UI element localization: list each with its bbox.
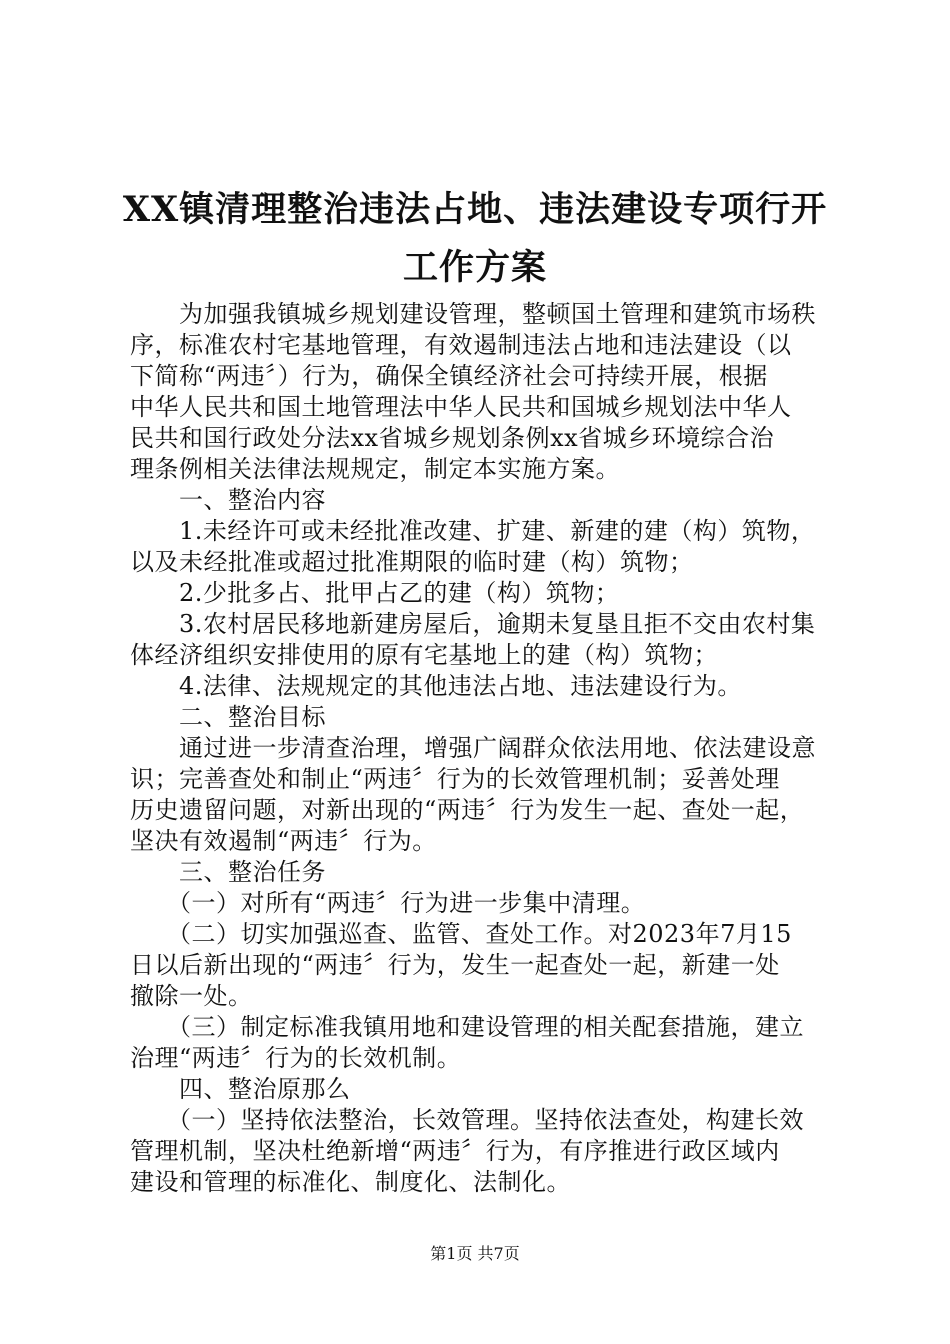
body-line: 3.农村居民移地新建房屋后，逾期未复垦且拒不交由农村集 — [130, 610, 816, 638]
body-line: 下简称“两违〞）行为，确保全镇经济社会可持续开展，根据 — [130, 362, 768, 390]
body-line: 治理“两违〞行为的长效机制。 — [130, 1044, 462, 1072]
body-line: 识；完善查处和制止“两违〞行为的长效管理机制；妥善处理 — [130, 765, 780, 793]
body-line: 理条例相关法律法规规定，制定本实施方案。 — [130, 455, 620, 483]
body-line: 民共和国行政处分法xx省城乡规划条例xx省城乡环境综合治 — [130, 424, 775, 452]
body-line: 4.法律、法规规定的其他违法占地、违法建设行为。 — [130, 672, 742, 700]
body-line: 以及未经批准或超过批准期限的临时建（构）筑物； — [130, 548, 694, 576]
body-line: 日以后新出现的“两违〞行为，发生一起查处一起，新建一处 — [130, 951, 780, 979]
body-line: （三）制定标准我镇用地和建设管理的相关配套措施，建立 — [130, 1013, 804, 1041]
document-title-line-2: 工作方案 — [402, 247, 547, 288]
section-heading: 四、整治原那么 — [130, 1075, 351, 1103]
body-line: 建设和管理的标准化、制度化、法制化。 — [130, 1168, 571, 1196]
document-body — [130, 299, 830, 1198]
body-line: 坚决有效遏制“两违〞行为。 — [130, 827, 437, 855]
body-line: （二）切实加强巡查、监管、查处工作。对2023年7月15 — [130, 920, 792, 948]
page-number-footer: 第1页 共7页 — [430, 1244, 520, 1263]
body-line: 通过进一步清查治理，增强广阔群众依法用地、依法建设意 — [130, 734, 816, 762]
body-line: 体经济组织安排使用的原有宅基地上的建（构）筑物； — [130, 641, 718, 669]
body-line: 1.未经许可或未经批准改建、扩建、新建的建（构）筑物， — [130, 517, 816, 545]
body-line: （一）坚持依法整治，长效管理。坚持依法查处，构建长效 — [130, 1106, 804, 1134]
body-line: 中华人民共和国土地管理法中华人民共和国城乡规划法中华人 — [130, 393, 792, 421]
section-heading: 三、整治任务 — [130, 858, 326, 886]
section-heading: 一、整治内容 — [130, 486, 326, 514]
body-line: 为加强我镇城乡规划建设管理，整顿国土管理和建筑市场秩 — [130, 300, 816, 328]
body-line: 撤除一处。 — [130, 982, 253, 1010]
body-line: 2.少批多占、批甲占乙的建（构）筑物； — [130, 579, 620, 607]
body-line: 历史遗留问题，对新出现的“两违〞行为发生一起、查处一起， — [130, 796, 805, 824]
body-line: （一）对所有“两违〞行为进一步集中清理。 — [130, 889, 646, 917]
body-line: 序，标准农村宅基地管理，有效遏制违法占地和违法建设（以 — [130, 331, 792, 359]
document-title-line-1: XX镇清理整治违法占地、违法建设专项行开 — [122, 189, 828, 230]
section-heading: 二、整治目标 — [130, 703, 326, 731]
body-line: 管理机制，坚决杜绝新增“两违〞行为，有序推进行政区域内 — [130, 1137, 780, 1165]
